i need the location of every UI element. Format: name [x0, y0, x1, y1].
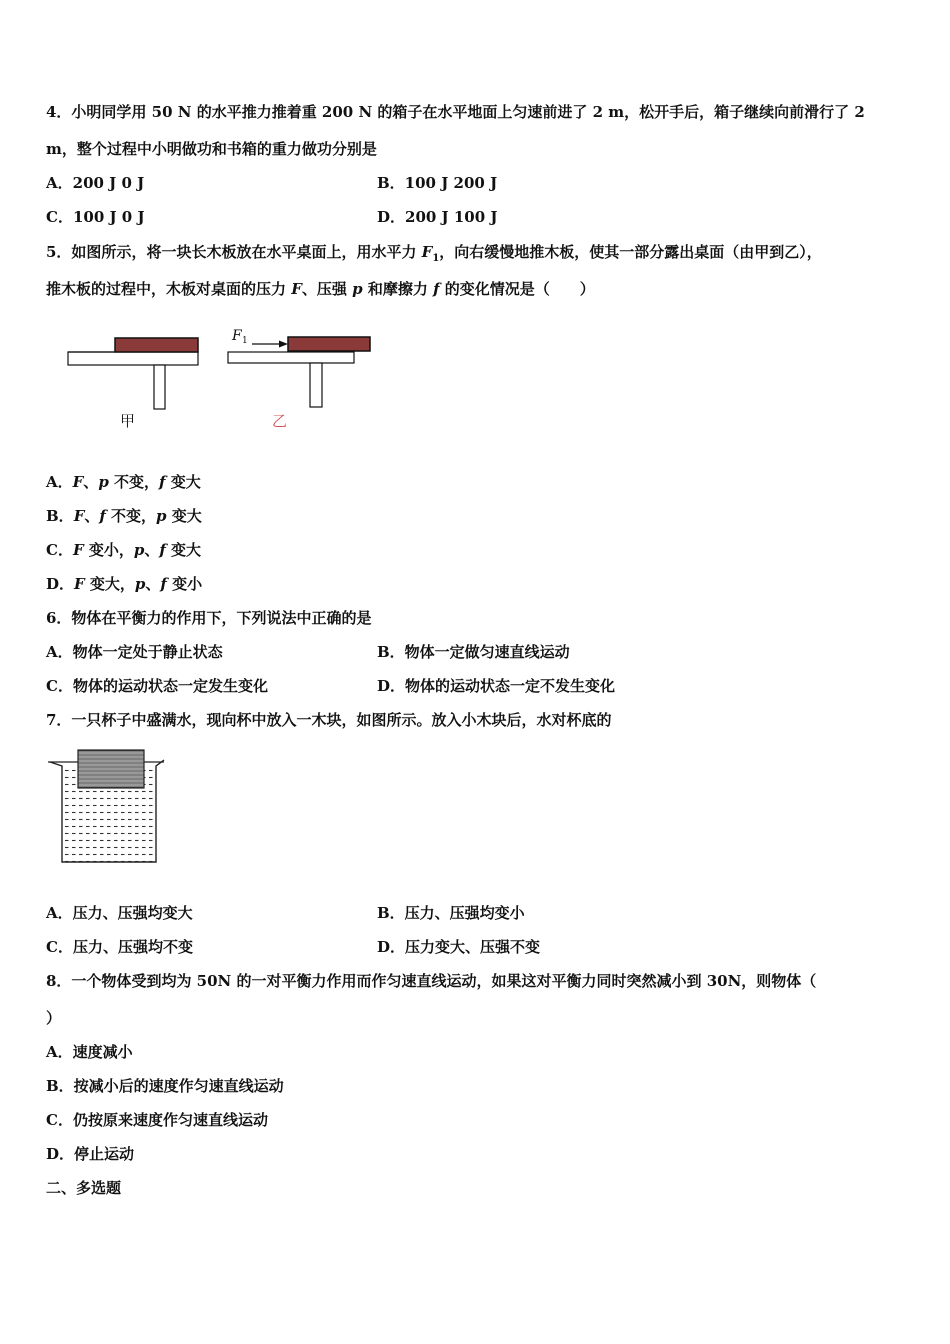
q5-option-a: A．F、p 不变，f 变大: [46, 473, 201, 491]
q7-option-c: C．压力、压强均不变: [46, 938, 193, 956]
q6-option-d: D．物体的运动状态一定不发生变化: [377, 677, 616, 695]
q6-option-c: C．物体的运动状态一定发生变化: [46, 677, 268, 695]
board-jia: [115, 338, 198, 352]
label-jia: 甲: [120, 412, 136, 430]
q7-stem: 7．一只杯子中盛满水，现向杯中放入一木块，如图所示。放入小木块后，水对杯底的: [46, 711, 612, 729]
q7-option-a: A．压力、压强均变大: [46, 904, 193, 922]
board-yi: [288, 337, 370, 351]
arrow-right-icon: [279, 341, 288, 348]
q4-stem-line2: m，整个过程中小明做功和书箱的重力做功分别是: [46, 140, 377, 158]
q6-option-a: A．物体一定处于静止状态: [46, 643, 223, 661]
q5-stem-line2: 推木板的过程中，木板对桌面的压力 F、压强 p 和摩擦力 f 的变化情况是（ ）: [46, 280, 595, 298]
q8-option-b: B．按减小后的速度作匀速直线运动: [46, 1077, 284, 1095]
q5-option-c: C．F 变小，p、f 变大: [46, 541, 202, 559]
label-yi: 乙: [272, 412, 288, 430]
q6-option-b: B．物体一定做匀速直线运动: [377, 643, 570, 661]
q4-option-b: B．100 J 200 J: [377, 174, 498, 192]
q5-stem-line1: 5．如图所示，将一块长木板放在水平桌面上，用水平力 $F_1$，向右缓慢地推木板，使其一部分露出桌面（由甲到乙），: [46, 243, 822, 264]
section-title: 二、多选题: [46, 1179, 122, 1197]
q4-option-a: A．200 J 0 J: [46, 174, 145, 192]
q6-stem: 6．物体在平衡力的作用下，下列说法中正确的是: [46, 609, 372, 627]
q4-stem-line1: 4．小明同学用 50 N 的水平推力推着重 200 N 的箱子在水平地面上匀速前进了 2 m，松开手后，箱子继续向前滑行了 2: [46, 103, 865, 121]
q7-option-d: D．压力变大、压强不变: [377, 938, 541, 956]
q4-option-c: C．100 J 0 J: [46, 208, 145, 226]
force-subscript: 1: [242, 336, 248, 346]
q8-option-a: A．速度减小: [46, 1043, 133, 1061]
q7-cup-figure: [44, 746, 168, 870]
q8-option-d: D．停止运动: [46, 1145, 135, 1163]
force-label: F: [232, 328, 242, 344]
q7-option-b: B．压力、压强均变小: [377, 904, 525, 922]
q8-option-c: C．仍按原来速度作匀速直线运动: [46, 1111, 268, 1129]
q8-stem-line1: 8．一个物体受到均为 50N 的一对平衡力作用而作匀速直线运动，如果这对平衡力同时突然减小到 30N，则物体（: [46, 972, 817, 990]
wood-block: [78, 750, 144, 788]
q8-stem-line2: ）: [46, 1009, 62, 1027]
q5-board-figure: [60, 322, 380, 434]
q5-option-b: B．F、f 不变，p 变大: [46, 507, 202, 525]
q4-option-d: D．200 J 100 J: [377, 208, 498, 226]
q5-option-d: D．F 变大，p、f 变小: [46, 575, 203, 593]
